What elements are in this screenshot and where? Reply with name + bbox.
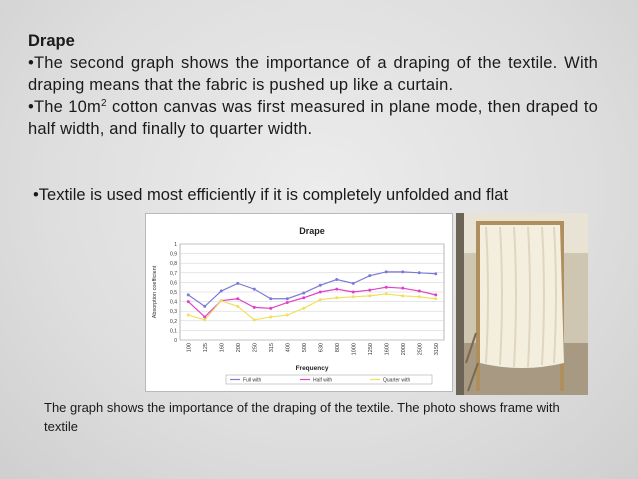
data-point [253, 318, 256, 321]
data-point [253, 288, 256, 291]
x-tick-label: 315 [268, 343, 275, 353]
bullet-draping: •The second graph shows the importance of a draping of the textile. With draping means that the fabric is pushed up like a curtain. [28, 54, 598, 94]
y-tick-label: 0,2 [170, 318, 177, 325]
x-tick-label: 500 [301, 343, 308, 353]
data-point [269, 307, 272, 310]
data-point [187, 293, 190, 296]
data-point [220, 290, 223, 293]
data-point [319, 298, 322, 301]
data-point [269, 315, 272, 318]
data-point [434, 272, 437, 275]
data-point [352, 295, 355, 298]
x-tick-label: 400 [285, 343, 292, 353]
data-point [286, 314, 289, 317]
data-point [286, 301, 289, 304]
data-point [319, 284, 322, 287]
legend-label: Half with [313, 377, 333, 384]
data-point [434, 297, 437, 300]
legend-label: Full with [243, 377, 262, 384]
data-point [335, 288, 338, 291]
x-tick-label: 1000 [351, 343, 358, 356]
y-tick-label: 0,4 [170, 299, 177, 306]
y-tick-label: 1 [174, 242, 177, 248]
data-point [418, 295, 421, 298]
data-point [220, 299, 223, 302]
data-point [286, 297, 289, 300]
data-point [352, 291, 355, 294]
y-tick-label: 0,1 [170, 328, 177, 335]
data-point [187, 300, 190, 303]
y-tick-label: 0,3 [170, 309, 177, 316]
x-tick-label: 1250 [367, 343, 374, 356]
y-tick-label: 0,9 [170, 251, 177, 258]
data-point [401, 270, 404, 273]
x-tick-label: 1600 [384, 343, 391, 356]
data-point [368, 274, 371, 277]
data-point [302, 296, 305, 299]
data-point [236, 305, 239, 308]
data-point [187, 314, 190, 317]
x-tick-label: 630 [318, 343, 325, 353]
x-tick-label: 2000 [400, 343, 407, 356]
frame-with-textile-photo [456, 213, 588, 395]
data-point [434, 293, 437, 296]
bullet-canvas [28, 96, 598, 140]
bullet-canvas-part1: •The 10m [28, 98, 101, 116]
x-axis-label: Frequency [295, 365, 329, 372]
y-tick-label: 0,6 [170, 280, 177, 287]
data-point [253, 306, 256, 309]
data-point [368, 294, 371, 297]
x-tick-label: 125 [202, 343, 209, 353]
chart-svg [146, 214, 452, 391]
data-point [385, 270, 388, 273]
legend-label: Quarter with [383, 377, 411, 384]
data-point [269, 297, 272, 300]
data-point [385, 286, 388, 289]
slide-text [28, 30, 598, 140]
bullet-canvas-part2: cotton canvas was first measured in plane mode, then draped to half width, and finally to quarter width. [28, 98, 598, 138]
data-point [236, 297, 239, 300]
drape-chart [145, 213, 453, 392]
data-point [302, 291, 305, 294]
photo-caption: The graph shows the importance of the draping of the textile. The photo shows frame with textile [44, 400, 560, 434]
data-point [418, 290, 421, 293]
data-point [319, 291, 322, 294]
data-point [385, 292, 388, 295]
x-tick-label: 250 [252, 343, 259, 353]
bullet-efficiency: •Textile is used most efficiently if it is completely unfolded and flat [33, 186, 509, 204]
data-point [368, 289, 371, 292]
data-point [302, 307, 305, 310]
data-point [352, 282, 355, 285]
x-tick-label: 100 [186, 343, 193, 353]
y-tick-label: 0,7 [170, 270, 177, 277]
y-tick-label: 0,8 [170, 261, 177, 268]
x-tick-label: 200 [235, 343, 242, 353]
data-point [236, 282, 239, 285]
x-tick-label: 2500 [417, 343, 424, 356]
data-point [335, 296, 338, 299]
superscript-2: 2 [100, 98, 107, 109]
y-axis-label: Absorption coefficient [152, 265, 158, 319]
x-tick-label: 800 [334, 343, 341, 353]
data-point [335, 278, 338, 281]
data-point [401, 294, 404, 297]
data-point [203, 305, 206, 308]
x-tick-label: 160 [219, 343, 226, 353]
x-tick-label: 3150 [433, 343, 440, 356]
data-point [203, 318, 206, 321]
y-tick-label: 0,5 [170, 290, 177, 296]
slide-heading: Drape [28, 32, 75, 50]
data-point [418, 271, 421, 274]
y-tick-label: 0 [174, 338, 177, 344]
data-point [401, 287, 404, 290]
chart-title: Drape [299, 226, 325, 236]
